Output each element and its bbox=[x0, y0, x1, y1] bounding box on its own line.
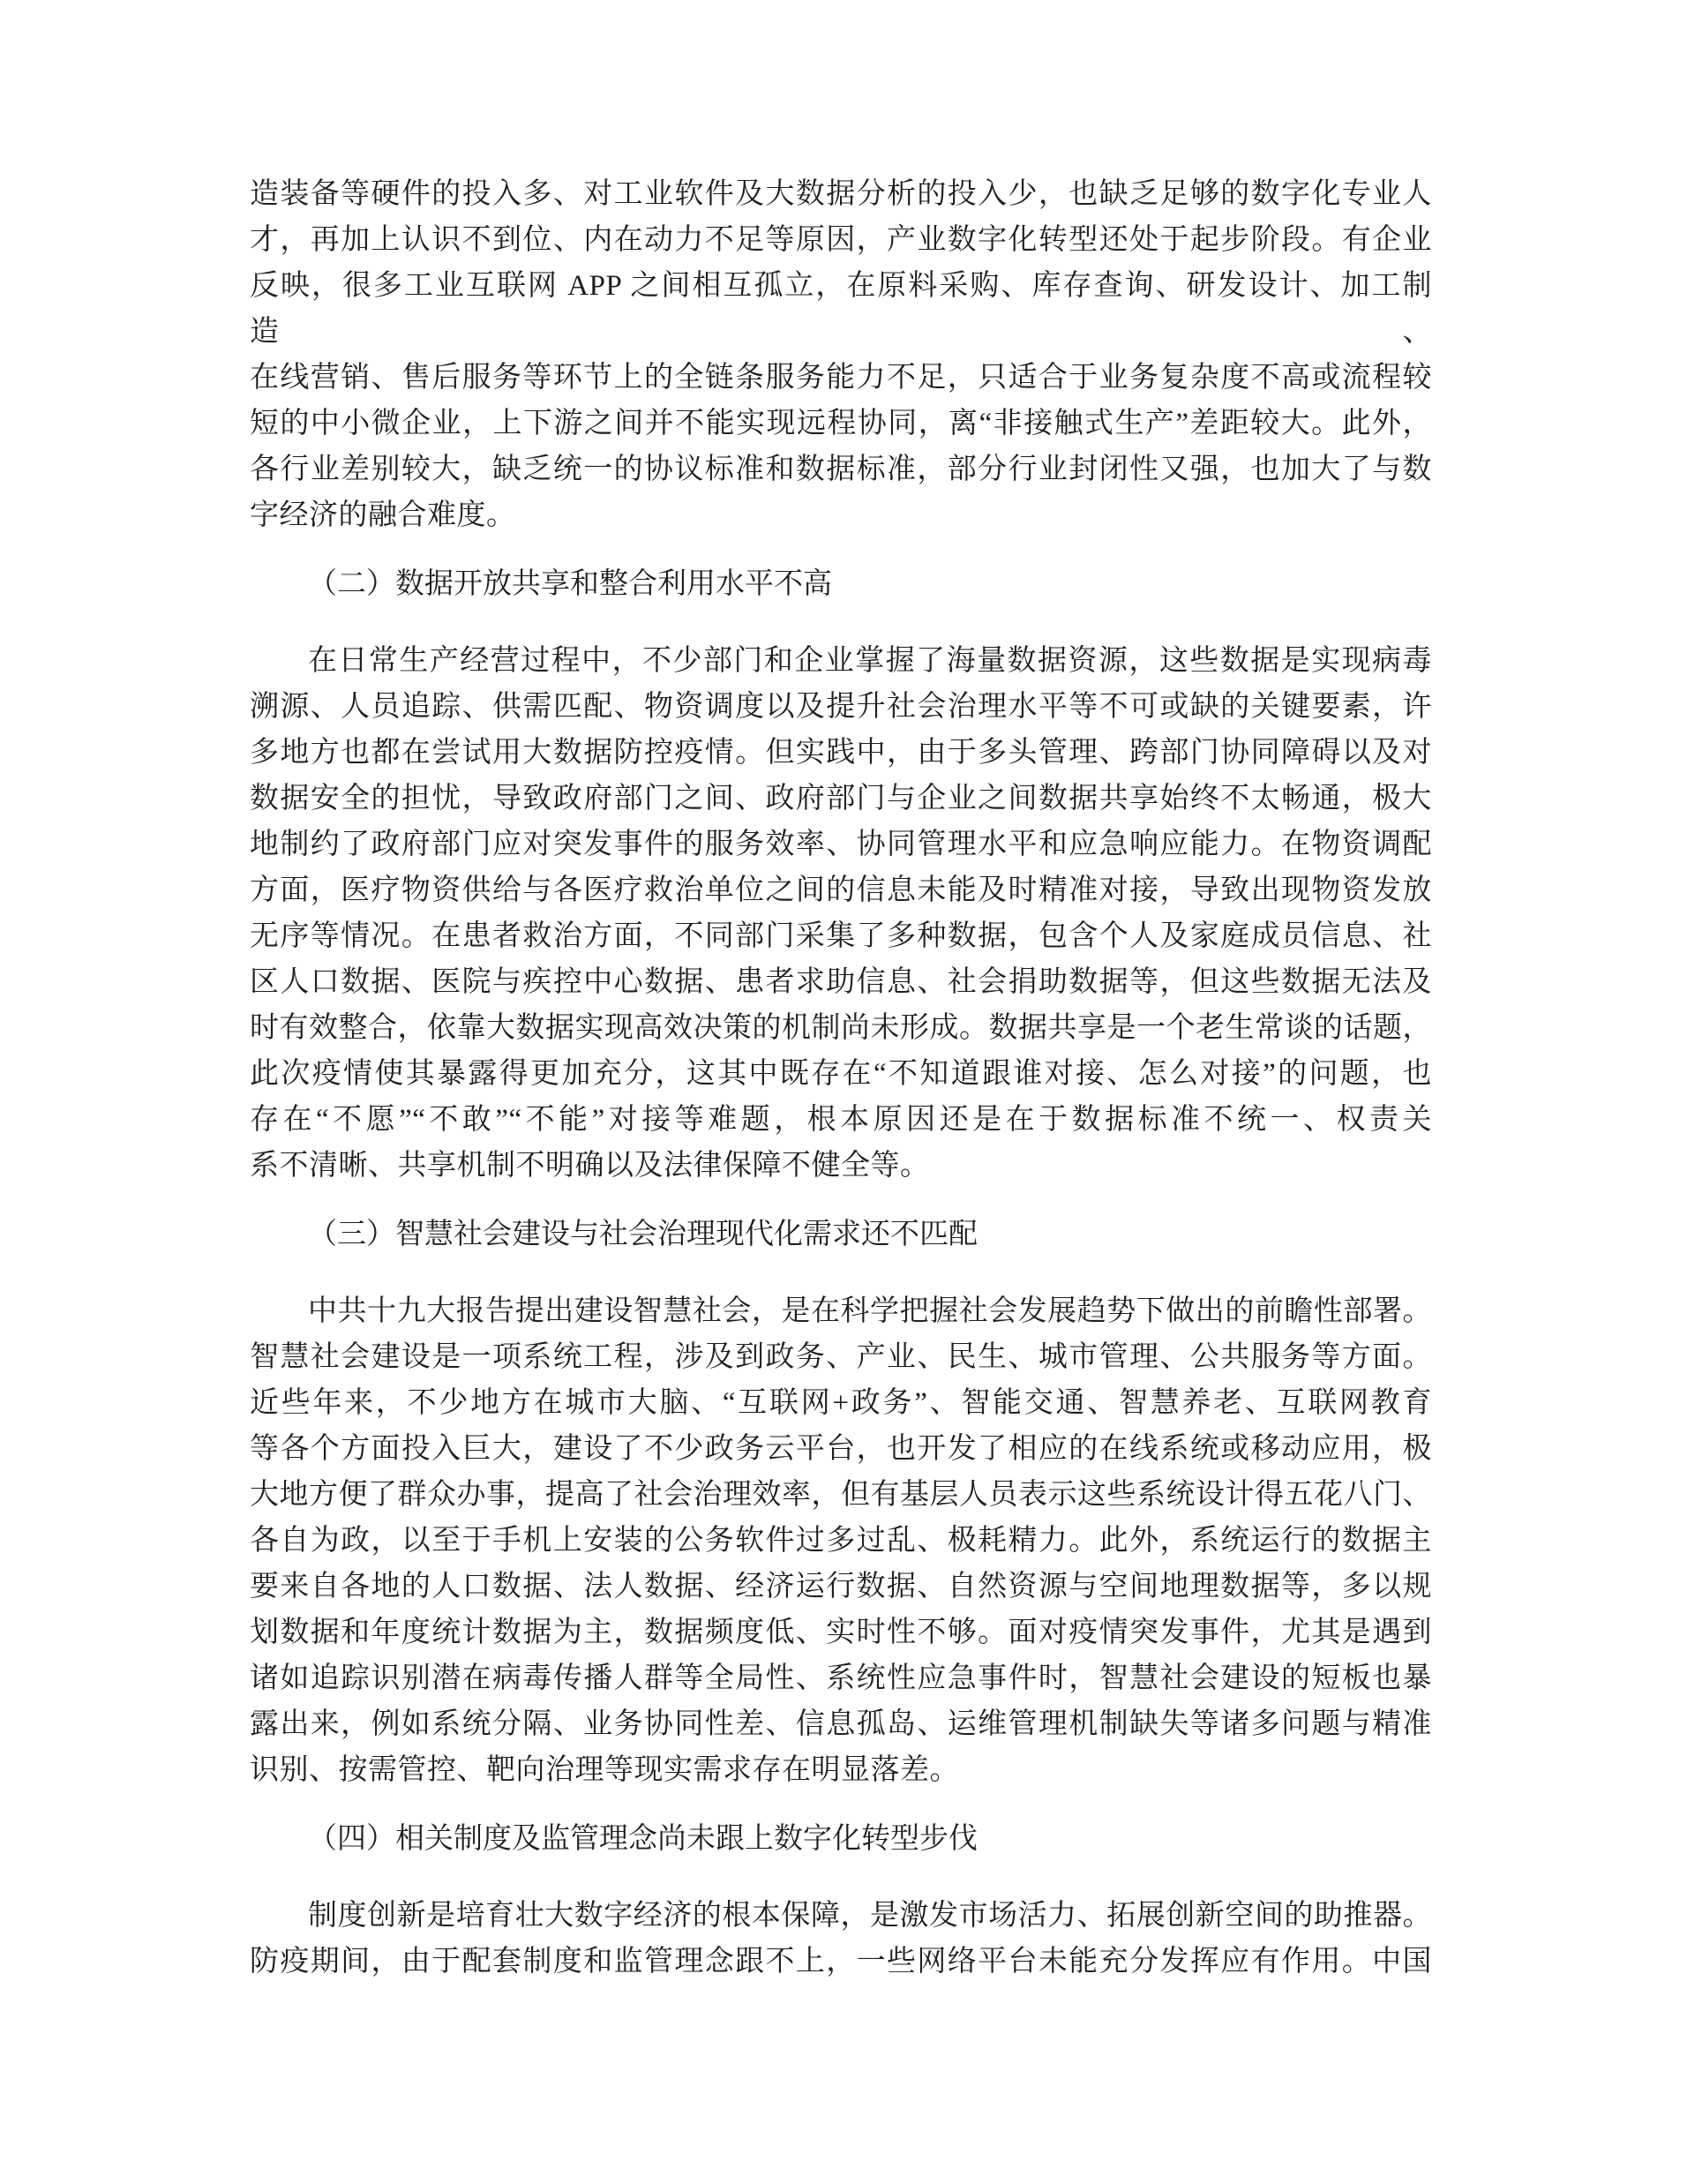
section-heading: （二）数据开放共享和整合利用水平不高 bbox=[308, 568, 832, 600]
text-line: 防疫期间，由于配套制度和监管理念跟不上，一些网络平台未能充分发挥应有作用。中国 bbox=[250, 1946, 1432, 1978]
text-line: 无序等情况。在患者救治方面，不同部门采集了多种数据，包含个人及家庭成员信息、社 bbox=[250, 920, 1432, 952]
text-line: 才，再加上认识不到位、内在动力不足等原因，产业数字化转型还处于起步阶段。有企业 bbox=[250, 224, 1432, 256]
body-paragraph bbox=[250, 638, 1432, 1189]
text-line: 要来自各地的人口数据、法人数据、经济运行数据、自然资源与空间地理数据等，多以规 bbox=[250, 1571, 1432, 1602]
text-line: 识别、按需管控、靶向治理等现实需求存在明显落差。 bbox=[250, 1754, 959, 1786]
text-line: 划数据和年度统计数据为主，数据频度低、实时性不够。面对疫情突发事件，尤其是遇到 bbox=[250, 1617, 1432, 1648]
text-line: 方面，医疗物资供给与各医疗救治单位之间的信息未能及时精准对接，导致出现物资发放 bbox=[250, 874, 1432, 906]
text-line: 中共十九大报告提出建设智慧社会，是在科学把握社会发展趋势下做出的前瞻性部署。 bbox=[308, 1295, 1432, 1327]
text-line: 造装备等硬件的投入多、对工业软件及大数据分析的投入少，也缺乏足够的数字化专业人 bbox=[250, 178, 1432, 210]
text-line: 此次疫情使其暴露得更加充分，这其中既存在“不知道跟谁对接、怎么对接”的问题，也 bbox=[250, 1058, 1432, 1090]
text-line: 各行业差别较大，缺乏统一的协议标准和数据标准，部分行业封闭性又强，也加大了与数 bbox=[250, 454, 1432, 485]
text-line: 地制约了政府部门应对突发事件的服务效率、协同管理水平和应急响应能力。在物资调配 bbox=[250, 829, 1432, 860]
text-line: 反映，很多工业互联网 APP 之间相互孤立，在原料采购、库存查询、研发设计、加工制造、 bbox=[250, 270, 1432, 348]
body-paragraph bbox=[250, 171, 1432, 538]
text-line: 在日常生产经营过程中，不少部门和企业掌握了海量数据资源，这些数据是实现病毒 bbox=[308, 645, 1432, 677]
text-line: 等各个方面投入巨大，建设了不少政务云平台，也开发了相应的在线系统或移动应用，极 bbox=[250, 1433, 1432, 1465]
text-line: 字经济的融合难度。 bbox=[250, 499, 516, 531]
text-line: 露出来，例如系统分隔、业务协同性差、信息孤岛、运维管理机制缺失等诸多问题与精准 bbox=[250, 1708, 1432, 1740]
text-line: 存在“不愿”“不敢”“不能”对接等难题，根本原因还是在于数据标准不统一、权责关 bbox=[250, 1104, 1432, 1136]
text-line: 近些年来，不少地方在城市大脑、“互联网+政务”、智能交通、智慧养老、互联网教育 bbox=[250, 1387, 1432, 1419]
text-line: 数据安全的担忧，导致政府部门之间、政府部门与企业之间数据共享始终不太畅通，极大 bbox=[250, 783, 1432, 814]
text-line: 多地方也都在尝试用大数据防控疫情。但实践中，由于多头管理、跨部门协同障碍以及对 bbox=[250, 737, 1432, 769]
document-body bbox=[250, 171, 1432, 1985]
text-line: 短的中小微企业，上下游之间并不能实现远程协同，离“非接触式生产”差距较大。此外， bbox=[250, 408, 1432, 439]
text-line: 系不清晰、共享机制不明确以及法律保障不健全等。 bbox=[250, 1150, 930, 1182]
text-line: 诸如追踪识别潜在病毒传播人群等全局性、系统性应急事件时，智慧社会建设的短板也暴 bbox=[250, 1662, 1432, 1694]
text-line: 智慧社会建设是一项系统工程，涉及到政务、产业、民生、城市管理、公共服务等方面。 bbox=[250, 1341, 1432, 1373]
text-line: 大地方便了群众办事，提高了社会治理效率，但有基层人员表示这些系统设计得五花八门、 bbox=[250, 1479, 1432, 1511]
section-heading: （三）智慧社会建设与社会治理现代化需求还不匹配 bbox=[308, 1219, 978, 1250]
section-heading: （四）相关制度及监管理念尚未跟上数字化转型步伐 bbox=[308, 1823, 978, 1855]
text-line: 时有效整合，依靠大数据实现高效决策的机制尚未形成。数据共享是一个老生常谈的话题， bbox=[250, 1012, 1432, 1044]
text-line: 各自为政，以至于手机上安装的公务软件过多过乱、极耗精力。此外，系统运行的数据主 bbox=[250, 1525, 1432, 1557]
text-line: 溯源、人员追踪、供需匹配、物资调度以及提升社会治理水平等不可或缺的关键要素，许 bbox=[250, 691, 1432, 723]
body-paragraph bbox=[250, 1893, 1432, 1985]
text-line: 区人口数据、医院与疾控中心数据、患者求助信息、社会捐助数据等，但这些数据无法及 bbox=[250, 966, 1432, 998]
text-line: 制度创新是培育壮大数字经济的根本保障，是激发市场活力、拓展创新空间的助推器。 bbox=[308, 1900, 1432, 1932]
text-line: 在线营销、售后服务等环节上的全链条服务能力不足，只适合于业务复杂度不高或流程较 bbox=[250, 362, 1432, 394]
body-paragraph bbox=[250, 1288, 1432, 1793]
